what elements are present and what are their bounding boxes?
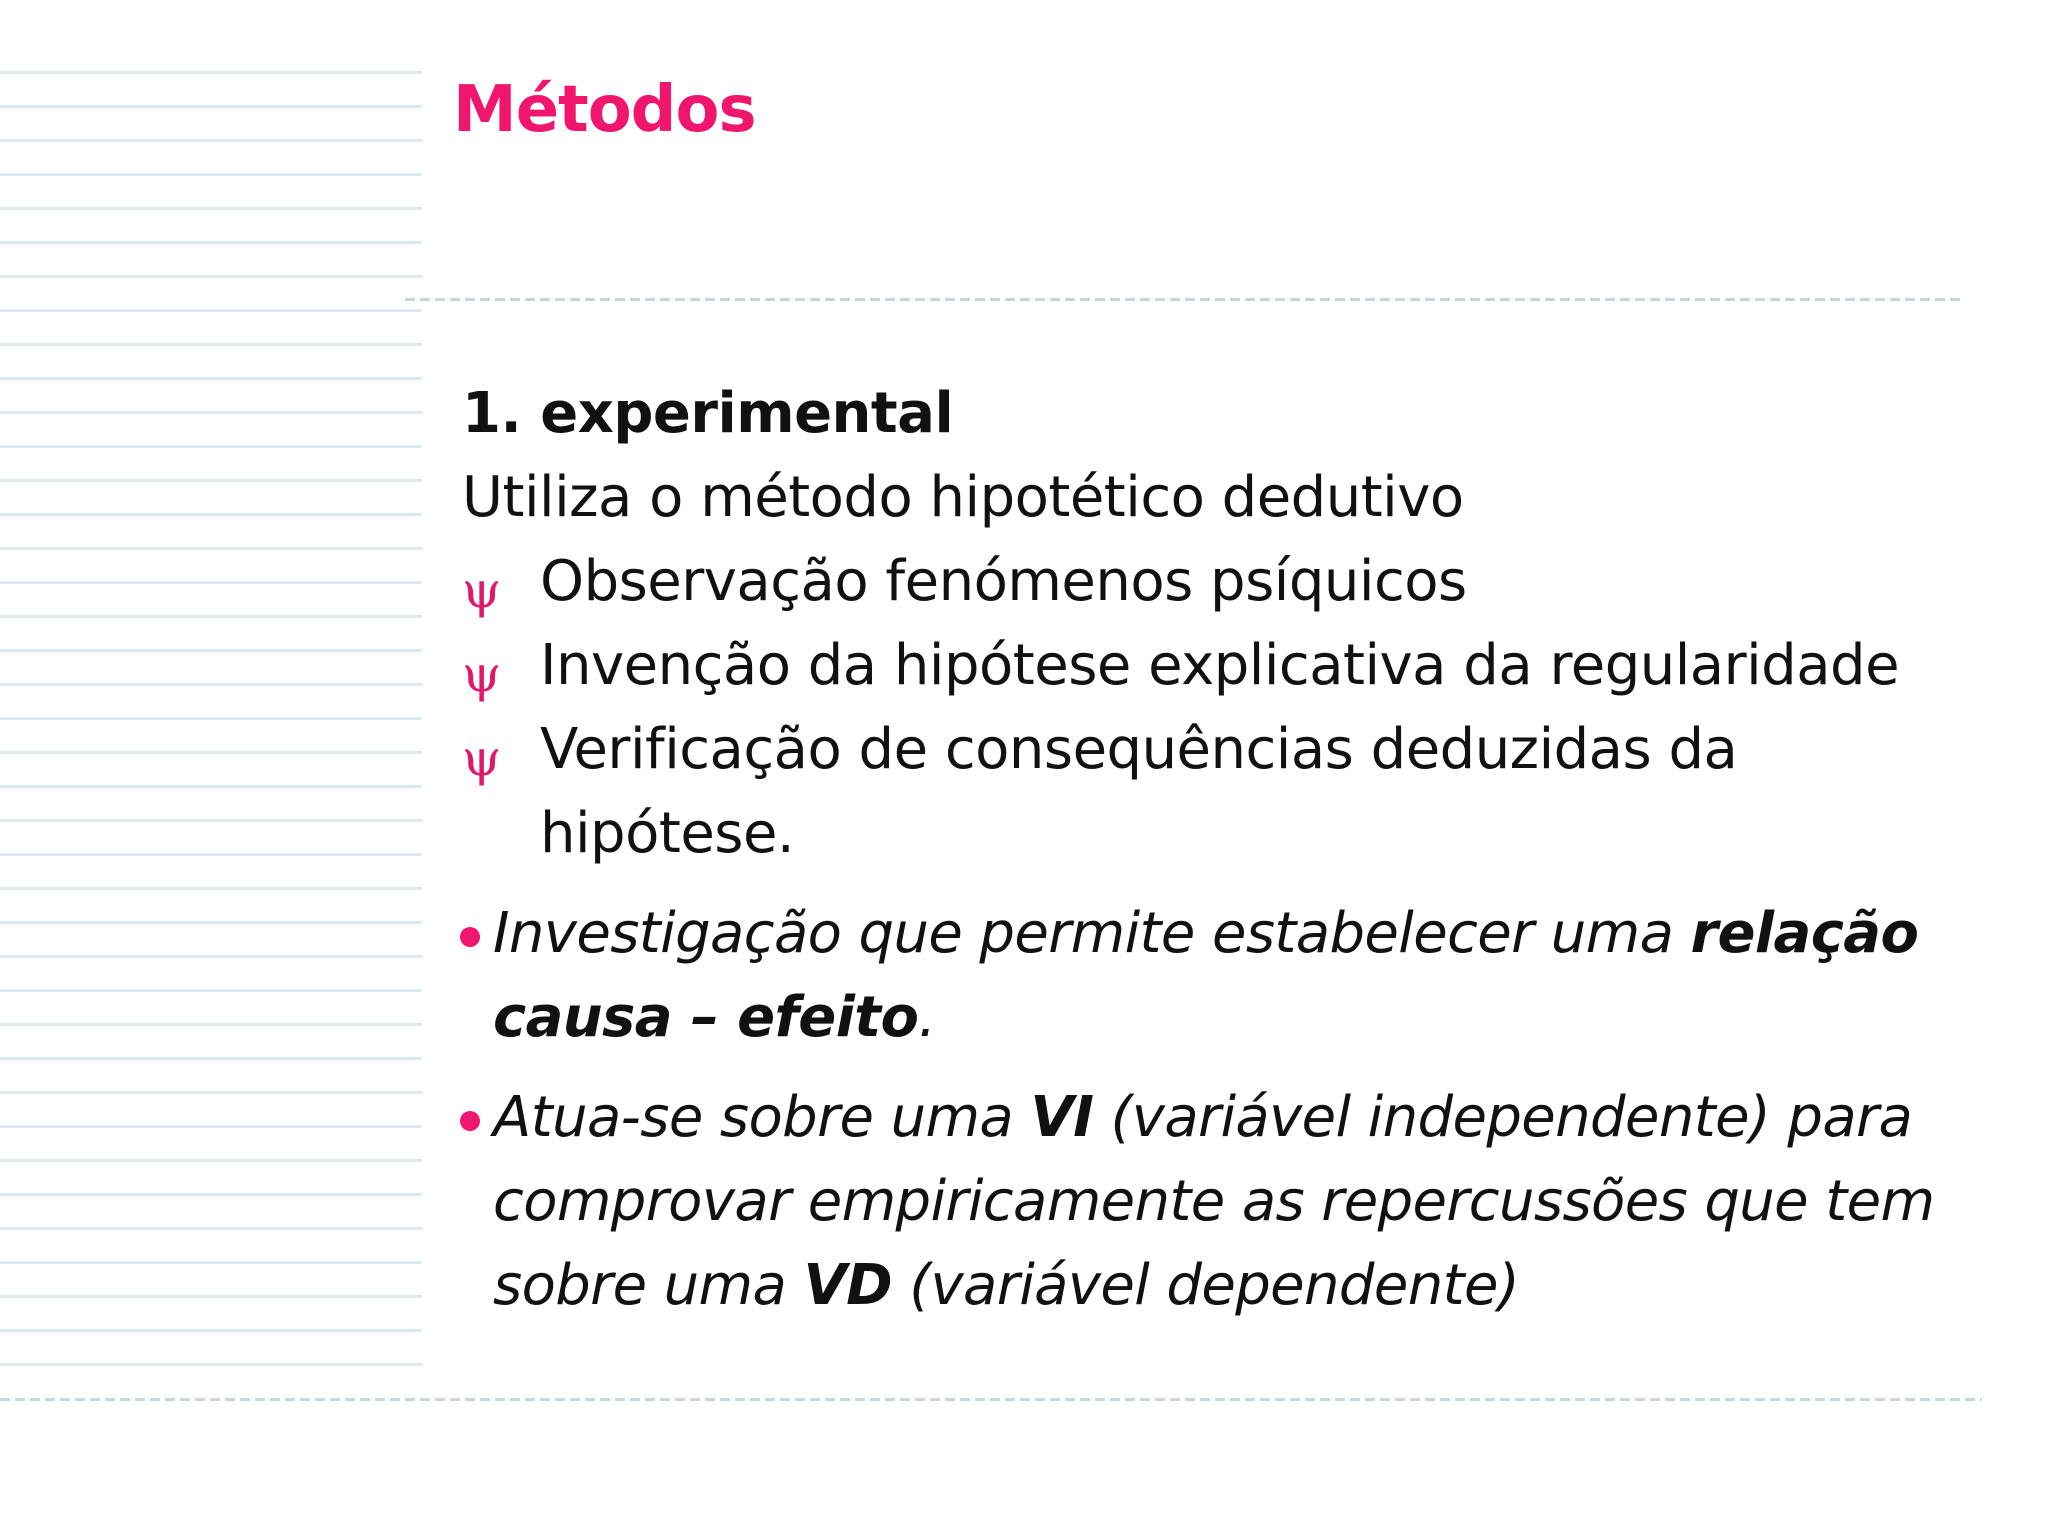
bullet-text: .	[918, 985, 936, 1050]
psi-icon: ψ	[462, 729, 501, 787]
bullet-text: (variável independente) para comprovar empiricamente as repercussões que tem sobre uma	[493, 1085, 1935, 1318]
bullet-emphasis: VI	[1030, 1085, 1094, 1150]
list-item	[462, 708, 1982, 876]
bullet-emphasis: VD	[803, 1253, 893, 1318]
list-item	[460, 892, 1982, 1060]
step-text: Invenção da hipótese explicativa da regularidade	[540, 633, 1900, 698]
method-steps-list	[462, 540, 1982, 876]
list-item	[462, 624, 1982, 708]
bottom-divider	[0, 1398, 1982, 1401]
psi-icon: ψ	[462, 561, 501, 619]
list-item	[460, 1076, 1982, 1328]
title-divider	[405, 298, 1965, 301]
step-text: Observação fenómenos psíquicos	[540, 549, 1467, 614]
bullet-emphasis: relação causa – efeito	[493, 901, 1919, 1050]
bullet-text: (variável dependente)	[892, 1253, 1520, 1318]
psi-icon: ψ	[462, 645, 501, 703]
slide-title: Métodos	[453, 73, 756, 147]
pink-dot-bullet-icon	[460, 927, 480, 947]
bullet-text: Investigação que permite estabelecer uma	[493, 901, 1691, 966]
pink-dot-bullet-icon	[460, 1111, 480, 1131]
notes-list	[460, 892, 1982, 1328]
bullet-text: Atua-se sobre uma	[493, 1085, 1031, 1150]
decorative-stripes	[0, 54, 422, 1384]
slide-content	[462, 372, 1982, 1344]
section-heading: 1. experimental	[462, 381, 954, 446]
intro-text: Utiliza o método hipotético dedutivo	[462, 465, 1464, 530]
step-text: Verificação de consequências deduzidas da hipótese.	[540, 717, 1738, 866]
list-item	[462, 540, 1982, 624]
